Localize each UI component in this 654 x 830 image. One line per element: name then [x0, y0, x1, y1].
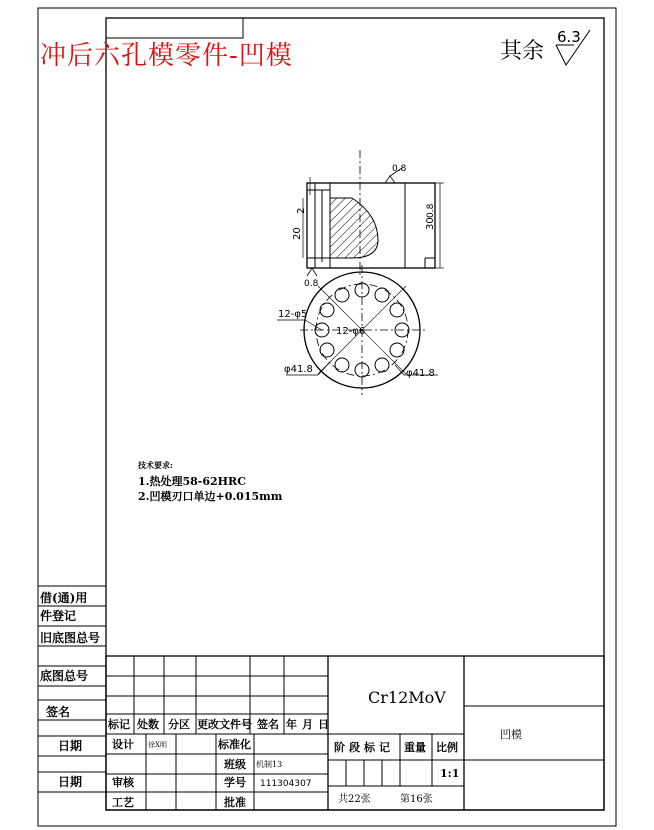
class-value: 机制13: [256, 760, 283, 769]
header-year: 年: [286, 718, 297, 731]
side-view: [303, 150, 444, 278]
header-mark: 标记: [108, 718, 130, 731]
top-left-box: [106, 18, 243, 38]
design-name: 徐X明: [148, 741, 167, 749]
strip-label-7: 日期: [58, 775, 83, 789]
review-label: 审核: [112, 776, 134, 789]
approve-label: 批准: [224, 796, 246, 809]
sheet-no: 第16张: [400, 794, 433, 805]
tech-item-2: 2.凹模刃口单边+0.015mm: [138, 490, 283, 503]
dim-left-dia: φ41.8: [284, 364, 313, 375]
dim-right-dia: φ41.8: [406, 368, 435, 379]
header-day: 日: [318, 718, 329, 731]
tech-heading: 技术要求:: [138, 460, 173, 470]
process-label: 工艺: [112, 796, 134, 809]
class-label: 班级: [224, 758, 246, 771]
outer-border: [38, 8, 616, 826]
dim-hole-count: 12-φ5: [278, 309, 308, 320]
dim-top-roughness: 0.8: [392, 164, 407, 174]
dim-inner-height: 20: [292, 227, 303, 240]
drawing-frame: [38, 8, 616, 826]
strip-label-6: 日期: [58, 739, 83, 753]
roughness-prefix: 其余: [500, 39, 545, 64]
scale-value: 1:1: [440, 767, 460, 780]
part-name: 凹模: [500, 728, 522, 741]
tech-requirements: [137, 460, 283, 503]
dim-step: 2: [296, 207, 307, 214]
drawing-title: 冲后六孔模零件-凹模: [40, 41, 293, 71]
sheets-total: 共22张: [338, 794, 371, 805]
standardize-label: 标准化: [218, 738, 251, 751]
roughness-value: 6.3: [557, 28, 581, 46]
inner-border: [106, 18, 604, 810]
strip-label-5: 签名: [46, 705, 71, 719]
stage-label: 阶段标记: [334, 741, 394, 754]
title-block: [106, 656, 604, 810]
strip-label-3: 旧底图总号: [40, 631, 101, 645]
material: Cr12MoV: [368, 688, 446, 707]
dim-bottom-roughness: 0.8: [304, 279, 319, 289]
header-sign: 签名: [257, 718, 279, 731]
header-zone: 分区: [168, 718, 190, 731]
header-change-file: 更改文件号: [197, 718, 252, 731]
scale-label: 比例: [436, 741, 458, 754]
strip-label-4: 底图总号: [40, 669, 89, 683]
student-no-value: 111304307: [260, 779, 312, 789]
student-no-label: 学号: [224, 776, 246, 789]
strip-label-2: 件登记: [40, 609, 77, 623]
dim-center-hole: 12-φ6: [336, 326, 366, 337]
weight-label: 重量: [404, 741, 426, 754]
header-month: 月: [302, 718, 313, 731]
dim-height: 30: [425, 217, 436, 230]
design-label: 设计: [112, 738, 134, 751]
header-count: 处数: [137, 718, 159, 731]
dim-side-roughness: 0.8: [426, 203, 436, 218]
roughness-note: [500, 28, 590, 65]
strip-label-1: 借(通)用: [40, 591, 88, 605]
tech-item-1: 1.热处理58-62HRC: [138, 475, 246, 488]
